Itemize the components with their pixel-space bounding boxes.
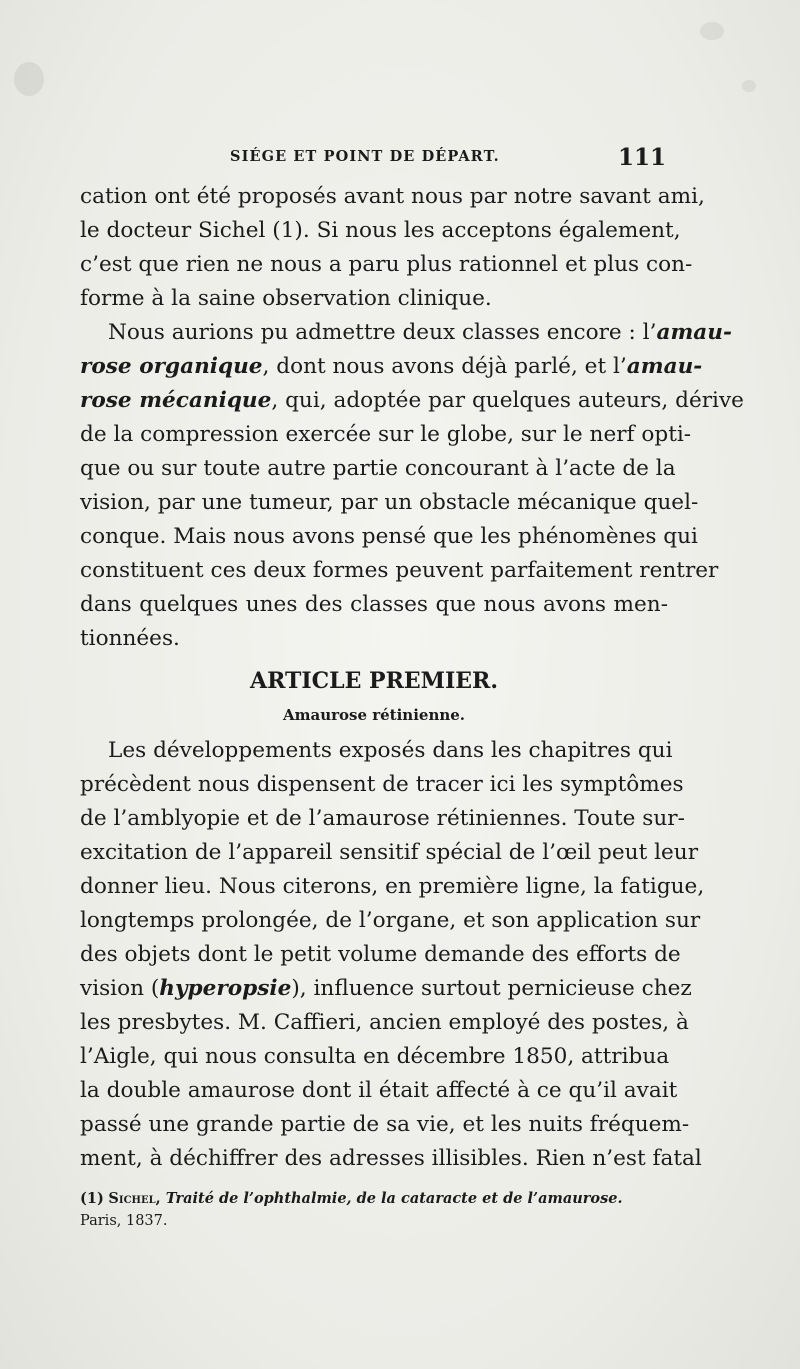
text-line: ment, à déchiffrer des adresses illisibles. Rien n’est fatal (80, 1146, 702, 1171)
footnote (80, 1188, 668, 1232)
page-number: 111 (617, 144, 666, 171)
text-line: dans quelques unes des classes que nous avons men- (80, 592, 668, 617)
italic-term: amau- (626, 354, 703, 379)
text-line: donner lieu. Nous citerons, en première ligne, la fatigue, (80, 874, 705, 899)
article-title: ARTICLE PREMIER. (250, 668, 498, 694)
footnote-author: Sichel (108, 1190, 156, 1207)
footnote-separator: , (155, 1190, 166, 1207)
footnote-place: Paris, 1837. (80, 1213, 168, 1229)
text-line (80, 734, 673, 768)
paragraph-1 (80, 180, 705, 316)
text-line: de la compression exercée sur le globe, sur le nerf opti- (80, 422, 692, 447)
text-line: des objets dont le petit volume demande des efforts de (80, 942, 681, 967)
page-header (230, 146, 666, 172)
text-line: la double amaurose dont il était affecté à ce qu’il avait (80, 1078, 678, 1103)
text-line: vision, par une tumeur, par un obstacle mécanique quel- (80, 490, 699, 515)
text-line: le docteur Sichel (1). Si nous les acceptons également, (80, 218, 681, 243)
text-line: que ou sur toute autre partie concourant à l’acte de la (80, 456, 676, 481)
running-head: SIÉGE ET POINT DE DÉPART. (230, 148, 500, 165)
text-line: tionnées. (80, 626, 180, 651)
footnote-marker: (1) (80, 1190, 104, 1207)
text-run: , dont nous avons déjà parlé, et l’ (262, 354, 627, 379)
footnote-title: Traité de l’ophthalmie, de la cataracte et de l’amaurose. (165, 1190, 623, 1207)
text-line: passé une grande partie de sa vie, et les nuits fréquem- (80, 1112, 690, 1137)
paper-stain (14, 62, 44, 96)
paper-stain (742, 80, 756, 92)
text-line: de l’amblyopie et de l’amaurose rétiniennes. Toute sur- (80, 806, 685, 831)
text-line: excitation de l’appareil sensitif spécial de l’œil peut leur (80, 840, 699, 865)
italic-term: rose mécanique (80, 388, 272, 413)
text-line: constituent ces deux formes peuvent parfaitement rentrer (80, 558, 719, 583)
text-run: Les développements exposés dans les chapitres qui (108, 738, 673, 763)
text-line: précèdent nous dispensent de tracer ici les symptômes (80, 772, 684, 797)
text-line: forme à la saine observation clinique. (80, 286, 492, 311)
text-run: vision ( (80, 976, 160, 1001)
paper-stain (700, 22, 724, 40)
text-line: c’est que rien ne nous a paru plus rationnel et plus con- (80, 252, 693, 277)
text-line: longtemps prolongée, de l’organe, et son application sur (80, 908, 701, 933)
article-subtitle: Amaurose rétinienne. (282, 706, 466, 724)
text-line (80, 384, 744, 418)
text-line: conque. Mais nous avons pensé que les phénomènes qui (80, 524, 698, 549)
text-line (80, 972, 692, 1006)
paragraph-3 (80, 734, 705, 1176)
body-text (80, 180, 744, 1176)
paragraph-2 (80, 316, 744, 656)
text-line: les presbytes. M. Caffieri, ancien employé des postes, à (80, 1010, 689, 1035)
italic-term: hyperopsie (159, 976, 292, 1001)
italic-term: rose organique (80, 354, 263, 379)
text-line: l’Aigle, qui nous consulta en décembre 1850, attribua (80, 1044, 670, 1069)
text-run: ), influence surtout pernicieuse chez (291, 976, 692, 1001)
italic-term: amau- (656, 320, 732, 345)
footnote-line (80, 1188, 668, 1210)
text-run: Nous aurions pu admettre deux classes encore : l’ (108, 320, 657, 345)
text-line: cation ont été proposés avant nous par notre savant ami, (80, 184, 705, 209)
text-line (80, 316, 732, 350)
text-line (80, 350, 703, 384)
text-run: , qui, adoptée par quelques auteurs, dérive (271, 388, 744, 413)
